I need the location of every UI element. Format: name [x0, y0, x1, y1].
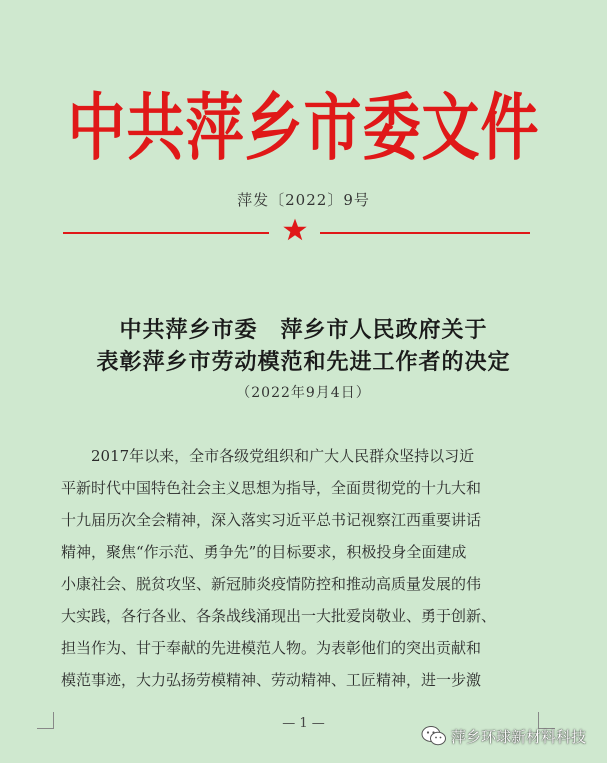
wechat-icon: [421, 725, 447, 747]
body-line: 模范事迹，大力弘扬劳模精神、劳动精神、工匠精神，进一步激: [61, 671, 482, 689]
decision-title-line-2: 表彰萍乡市劳动模范和先进工作者的决定: [96, 349, 511, 375]
page-number: — 1 —: [282, 716, 325, 731]
body-line: 十九届历次全会精神，深入落实习近平总书记视察江西重要讲话: [61, 511, 482, 529]
star-icon: [282, 217, 308, 243]
decision-title-line-1: 中共萍乡市委 萍乡市人民政府关于: [119, 317, 488, 343]
document-header-title: 中共萍乡市委文件: [67, 85, 540, 171]
body-line: 平新时代中国特色社会主义思想为指导，全面贯彻党的十九大和: [61, 479, 482, 497]
source-watermark: [421, 723, 586, 749]
document-number: 萍发〔2022〕9号: [237, 191, 370, 209]
header-rule-right: [320, 232, 530, 234]
body-paragraph: [61, 440, 555, 696]
body-line: 小康社会、脱贫攻坚、新冠肺炎疫情防控和推动高质量发展的伟: [61, 575, 482, 593]
body-line: 担当作为、甘于奉献的先进模范人物。为表彰他们的突出贡献和: [61, 639, 482, 657]
body-line: 大实践，各行各业、各条战线涌现出一大批爱岗敬业、勇于创新、: [61, 607, 497, 625]
body-line: 精神，聚焦“作示范、勇争先”的目标要求，积极投身全面建成: [61, 543, 467, 561]
watermark-text: 萍乡环球新材料科技: [451, 727, 587, 746]
body-line: 2017年以来，全市各级党组织和广大人民群众坚持以习近: [61, 447, 475, 465]
decision-date: （2022年9月4日）: [236, 385, 371, 401]
header-rule-left: [63, 232, 269, 234]
